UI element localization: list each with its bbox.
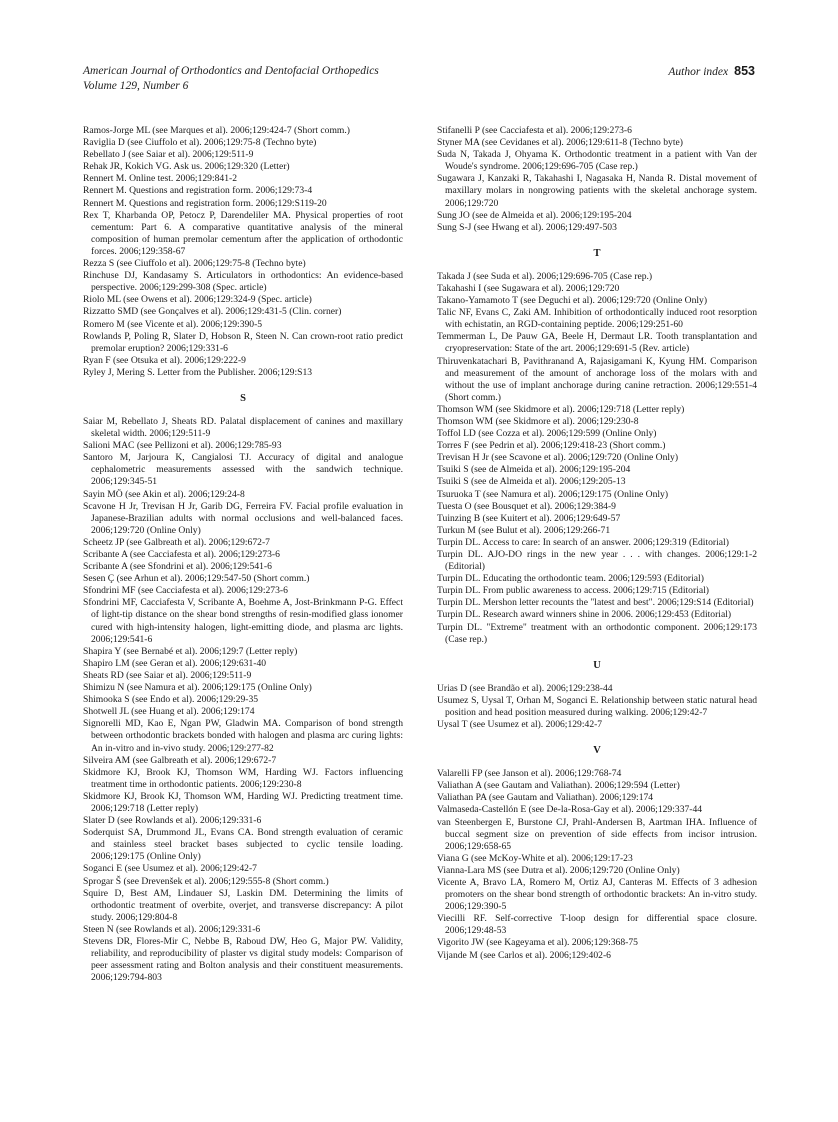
index-entry: Turpin DL. AJO-DO rings in the new year . . . with changes. 2006;129:1-2 (Editorial) [437, 549, 757, 573]
index-entry: Skidmore KJ, Brook KJ, Thomson WM, Harding WJ. Predicting treatment time. 2006;129:718 (Letter reply) [83, 790, 403, 814]
index-entry: Tuesta O (see Bousquet et al). 2006;129:384-9 [437, 500, 616, 512]
index-entry: Rennert M. Questions and registration form. 2006;129:S119-20 [83, 197, 327, 209]
index-entry: Turkun M (see Bulut et al). 2006;129:266-71 [437, 524, 611, 536]
index-entry: Suda N, Takada J, Ohyama K. Orthodontic treatment in a patient with Van der Woude's syndrome. 2006;129:696-705 (Case rep.) [437, 149, 757, 173]
index-entry: Saiar M, Rebellato J, Sheats RD. Palatal displacement of canines and maxillary skeletal width. 2006;129:511-9 [83, 415, 403, 440]
index-entry: Rennert M. Questions and registration form. 2006;129:73-4 [83, 185, 313, 197]
index-entry: Rennert M. Online test. 2006;129:841-2 [83, 173, 238, 185]
index-entry: Rezza S (see Ciuffolo et al). 2006;129:75-8 (Techno byte) [83, 258, 306, 270]
index-entry: Viana G (see McKoy-White et al). 2006;129:17-23 [437, 852, 633, 864]
index-entry: Tuinzing B (see Kuitert et al). 2006;129:649-57 [437, 512, 621, 524]
index-letter-heading: U [593, 659, 601, 671]
page-number: 853 [734, 64, 755, 78]
journal-title: American Journal of Orthodontics and Dentofacial Orthopedics [83, 65, 379, 77]
index-entry: Talic NF, Evans C, Zaki AM. Inhibition of orthodontically induced root resorption with echistatin, an RGD-containing peptide. 2006;129:251-60 [437, 307, 757, 331]
index-entry: Steen N (see Rowlands et al). 2006;129:331-6 [83, 923, 261, 935]
index-entry: Scribante A (see Sfondrini et al). 2006;129:541-6 [83, 561, 272, 573]
index-entry: Scavone H Jr, Trevisan H Jr, Garib DG, Ferreira FV. Facial profile evaluation in Japanese-Brazilian adults with normal occlusions and well-balanced faces. 2006;129:720 (Online Only) [83, 500, 403, 536]
index-entry: Thomson WM (see Skidmore et al). 2006;129:230-8 [437, 415, 639, 427]
index-entry: Scheetz JP (see Galbreath et al). 2006;129:672-7 [83, 536, 270, 548]
index-entry: Rex T, Kharbanda OP, Petocz P, Darendeliler MA. Physical properties of root cementum: Part 6. A comparative quantitative analysis of the mineral composition of human premolar cementum after the application of orthodontic forces. 2006;129:358-67 [83, 209, 403, 257]
left-column [83, 125, 403, 984]
index-entry: Silveira AM (see Galbreath et al). 2006;129:672-7 [83, 754, 277, 766]
index-entry: Sfondrini MF, Cacciafesta V, Scribante A, Boehme A, Jost-Brinkmann P-G. Effect of light-tip distance on the shear bond strengths of resin-modified glass ionomer cured with high-intensity halogen, light-emitting diode, and plasma arc lights. 2006;129:541-6 [83, 597, 403, 645]
section-label: Author index [668, 66, 729, 78]
index-entry: Torres F (see Pedrin et al). 2006;129:418-23 (Short comm.) [437, 440, 666, 452]
index-entry: Urias D (see Brandão et al). 2006;129:238-44 [437, 682, 613, 694]
index-entry: Rizzatto SMD (see Gonçalves et al). 2006;129:431-5 (Clin. corner) [83, 306, 342, 318]
index-entry: Takano-Yamamoto T (see Deguchi et al). 2006;129:720 (Online Only) [437, 295, 708, 307]
index-entry: Turpin DL. From public awareness to access. 2006;129:715 (Editorial) [437, 585, 709, 597]
index-entry: Ryley J, Mering S. Letter from the Publisher. 2006;129:S13 [83, 366, 313, 378]
index-entry: van Steenbergen E, Burstone CJ, Prahl-Andersen B, Aartman IHA. Influence of buccal segment size on prevention of side effects from incisor intrusion. 2006;129:658-65 [437, 816, 757, 852]
index-entry: Rehak JR, Kokich VG. Ask us. 2006;129:320 (Letter) [83, 161, 290, 173]
index-entry: Vianna-Lara MS (see Dutra et al). 2006;129:720 (Online Only) [437, 864, 680, 876]
page-header-right [668, 63, 755, 79]
index-entry: Tsuiki S (see de Almeida et al). 2006;129:205-13 [437, 476, 626, 488]
index-entry: Vigorito JW (see Kageyama et al). 2006;129:368-75 [437, 937, 638, 949]
index-entry: Shimizu N (see Namura et al). 2006;129:175 (Online Only) [83, 682, 312, 694]
index-entry: Thiruvenkatachari B, Pavithranand A, Rajasigamani K, Kyung HM. Comparison and measurement of the amount of anchorage loss of the molars with and without the use of implant anchorage during canine retraction. 2006;129:551-4 (Short comm.) [437, 355, 757, 403]
index-entry: Valiathan PA (see Gautam and Valiathan). 2006;129:174 [437, 792, 654, 804]
index-entry: Turpin DL. "Extreme" treatment with an orthodontic component. 2006;129:173 (Case rep.) [437, 621, 757, 645]
index-entry: Sheats RD (see Saiar et al). 2006;129:511-9 [83, 669, 252, 681]
index-entry: Romero M (see Vicente et al). 2006;129:390-5 [83, 318, 263, 330]
journal-volume: Volume 129, Number 6 [83, 79, 189, 92]
index-entry: Thomson WM (see Skidmore et al). 2006;129:718 (Letter reply) [437, 403, 685, 415]
index-entry: Viecilli RF. Self-corrective T-loop design for differential space closure. 2006;129:48-53 [437, 913, 757, 937]
right-column [437, 125, 757, 962]
index-entry: Valiathan A (see Gautam and Valiathan). 2006;129:594 (Letter) [437, 780, 680, 792]
index-entry: Tsuruoka T (see Namura et al). 2006;129:175 (Online Only) [437, 488, 669, 500]
index-entry: Sung S-J (see Hwang et al). 2006;129:497-503 [437, 221, 617, 233]
index-entry: Soderquist SA, Drummond JL, Evans CA. Bond strength evaluation of ceramic and stainless steel bracket bases subjected to cyclic tensile loading. 2006;129:175 (Online Only) [83, 827, 403, 863]
index-entry: Turpin DL. Research award winners shine in 2006. 2006;129:453 (Editorial) [437, 609, 732, 621]
index-entry: Turpin DL. Mershon letter recounts the "latest and best". 2006;129:S14 (Editorial) [437, 597, 754, 609]
index-entry: Stevens DR, Flores-Mir C, Nebbe B, Raboud DW, Heo G, Major PW. Validity, reliability, and reproducibility of plaster vs digital study models: Comparison of peer assessment rating and Bolton analysis and their constituent measurements. 2006;129:794-803 [83, 936, 403, 984]
index-entry: Ramos-Jorge ML (see Marques et al). 2006;129:424-7 (Short comm.) [83, 125, 350, 136]
index-entry: Ryan F (see Otsuka et al). 2006;129:222-9 [83, 354, 246, 366]
index-entry: Sesen Ç (see Arhun et al). 2006;129:547-50 (Short comm.) [83, 573, 310, 585]
index-entry: Sayin MÖ (see Akin et al). 2006;129:24-8 [83, 488, 245, 500]
index-entry: Vicente A, Bravo LA, Romero M, Ortiz AJ, Canteras M. Effects of 3 adhesion promoters on the shear bond strength of orthodontic brackets: An in-vitro study. 2006;129:390-5 [437, 876, 757, 913]
index-entry: Vijande M (see Carlos et al). 2006;129:402-6 [437, 949, 611, 961]
index-entry: Sfondrini MF (see Cacciafesta et al). 2006;129:273-6 [83, 585, 288, 597]
index-entry: Salioni MAC (see Pellizoni et al). 2006;129:785-93 [83, 440, 282, 452]
index-entry: Shimooka S (see Endo et al). 2006;129:29-35 [83, 694, 259, 706]
index-entry: Toffol LD (see Cozza et al). 2006;129:599 (Online Only) [437, 428, 657, 440]
index-entry: Uysal T (see Usumez et al). 2006;129:42-7 [437, 719, 603, 731]
index-entry: Valarelli FP (see Janson et al). 2006;129:768-74 [437, 768, 622, 780]
index-entry: Temmerman L, De Pauw GA, Beele H, Dermaut LR. Tooth transplantation and cryopreservation: State of the art. 2006;129:691-5 (Rev. article) [437, 331, 757, 355]
index-entry: Riolo ML (see Owens et al). 2006;129:324-9 (Spec. article) [83, 294, 312, 306]
index-entry: Santoro M, Jarjoura K, Cangialosi TJ. Accuracy of digital and analogue cephalometric measurements assessed with the sandwich technique. 2006;129:345-51 [83, 452, 403, 488]
index-entry: Shapiro LM (see Geran et al). 2006;129:631-40 [83, 657, 267, 669]
index-entry: Valmaseda-Castellón E (see De-la-Rosa-Gay et al). 2006;129:337-44 [437, 804, 703, 816]
index-entry: Sung JO (see de Almeida et al). 2006;129:195-204 [437, 209, 632, 221]
index-entry: Shotwell JL (see Huang et al). 2006;129:174 [83, 706, 255, 718]
index-entry: Squire D, Best AM, Lindauer SJ, Laskin DM. Determining the limits of orthodontic treatment of overbite, overjet, and transverse discrepancy: A pilot study. 2006;129:804-8 [83, 887, 403, 923]
index-letter-heading: V [593, 745, 601, 757]
index-entry: Turpin DL. Access to care: In search of an answer. 2006;129:319 (Editorial) [437, 536, 729, 548]
index-entry: Slater D (see Rowlands et al). 2006;129:331-6 [83, 815, 262, 827]
index-entry: Soganci E (see Usumez et al). 2006;129:42-7 [83, 863, 257, 875]
index-entry: Usumez S, Uysal T, Orhan M, Soganci E. Relationship between static natural head position and head position measured during walking. 2006;129:42-7 [437, 694, 757, 718]
index-entry: Scribante A (see Cacciafesta et al). 2006;129:273-6 [83, 549, 280, 560]
index-entry: Raviglia D (see Ciuffolo et al). 2006;129:75-8 (Techno byte) [83, 137, 317, 149]
index-entry: Trevisan H Jr (see Scavone et al). 2006;129:720 (Online Only) [437, 452, 679, 464]
index-entry: Sugawara J, Kanzaki R, Takahashi I, Nagasaka H, Nanda R. Distal movement of maxillary molars in nongrowing patients with the skeletal anchorage system. 2006;129:720 [437, 173, 757, 209]
index-entry: Turpin DL. Educating the orthodontic team. 2006;129:593 (Editorial) [437, 573, 704, 585]
index-entry: Styner MA (see Cevidanes et al). 2006;129:611-8 (Techno byte) [437, 137, 683, 149]
index-entry: Takada J (see Suda et al). 2006;129:696-705 (Case rep.) [437, 270, 653, 282]
index-entry: Rinchuse DJ, Kandasamy S. Articulators in orthodontics: An evidence-based perspective. 2006;129:299-308 (Spec. article) [83, 270, 403, 294]
index-entry: Skidmore KJ, Brook KJ, Thomson WM, Harding WJ. Factors influencing treatment time in orthodontic patients. 2006;129:230-8 [83, 766, 403, 790]
journal-header [83, 64, 379, 93]
index-entry: Rowlands P, Poling R, Slater D, Hobson R, Steen N. Can crown-root ratio predict premolar eruption? 2006;129:331-6 [83, 330, 403, 354]
index-entry: Shapira Y (see Bernabé et al). 2006;129:7 (Letter reply) [83, 645, 298, 657]
index-entry: Stifanelli P (see Cacciafesta et al). 2006;129:273-6 [437, 125, 632, 136]
index-letter-heading: T [593, 247, 601, 259]
index-entry: Tsuiki S (see de Almeida et al). 2006;129:195-204 [437, 464, 631, 476]
index-letter-heading: S [240, 392, 246, 404]
index-entry: Takahashi I (see Sugawara et al). 2006;129:720 [437, 282, 620, 294]
index-entry: Sprogar Š (see Drevenšek et al). 2006;129:555-8 (Short comm.) [83, 875, 329, 887]
index-entry: Rebellato J (see Saiar et al). 2006;129:511-9 [83, 149, 254, 161]
index-entry: Signorelli MD, Kao E, Ngan PW, Gladwin MA. Comparison of bond strength between orthodontic brackets bonded with halogen and plasma arc curing lights: An in-vitro and in-vivo study. 2006;129:277-82 [83, 718, 403, 754]
